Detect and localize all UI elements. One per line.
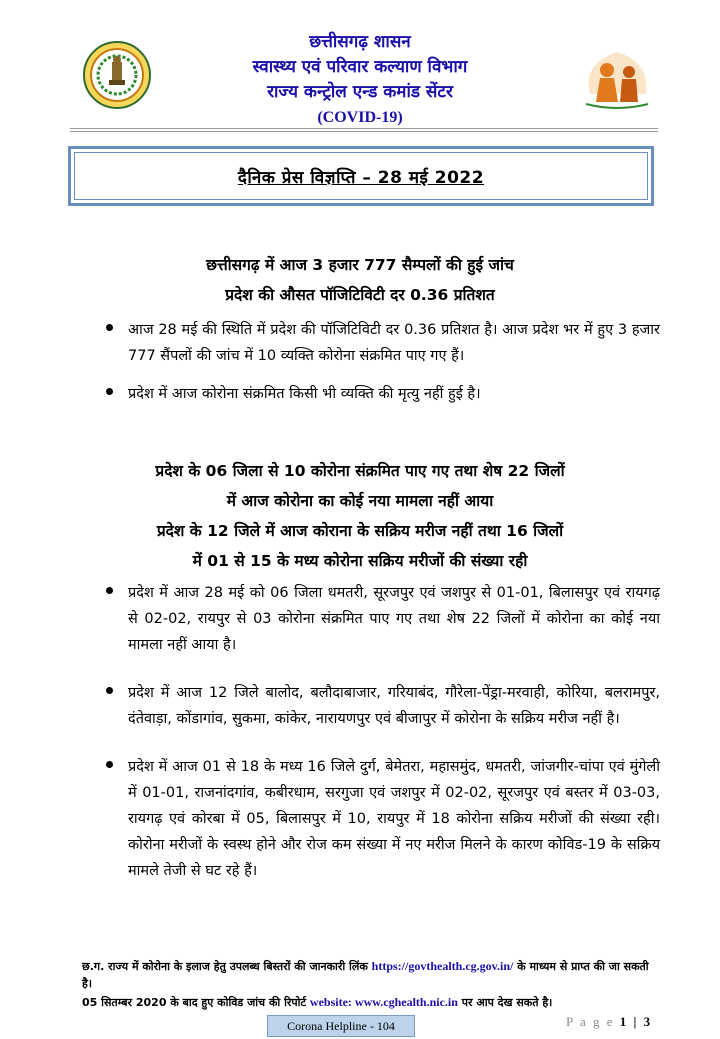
- bullet-icon: [106, 587, 113, 594]
- govt-name: छत्तीसगढ़ शासन: [309, 32, 411, 52]
- list-item: प्रदेश में आज 12 जिले बालोद, बलौदाबाजार, गरियाबंद, गौरेला-पेंड्रा-मरवाही, कोरिया, बलरामपुर, दंतेवाड़ा, कोंडागांव, सुकमा, कांकेर, नारायणपुर एवं बीजापुर में कोरोना के सक्रिय मरीज नहीं है।: [100, 680, 660, 732]
- chhattisgarh-emblem-icon: [82, 40, 152, 110]
- headline-active-cases: प्रदेश के 12 जिले में आज कोराना के सक्रिय मरीज नहीं तथा 16 जिलों में 01 से 15 के मध्य कोरोना सक्रिय मरीजों की संख्या रही: [156, 522, 564, 570]
- list-item: प्रदेश में आज कोरोना संक्रमित किसी भी व्यक्ति की मृत्यु नहीं हुई है।: [100, 381, 660, 407]
- covid-label: (COVID-19): [317, 109, 403, 126]
- list-item: आज 28 मई की स्थिति में प्रदेश की पॉजिटिविटी दर 0.36 प्रतिशत है। आज प्रदेश भर में हुए 3 हजार 777 सैंपलों की जांच में 10 व्यक्ति कोरोना संक्रमित पाए गए हैं।: [100, 317, 660, 369]
- list-item: प्रदेश में आज 01 से 18 के मध्य 16 जिले दुर्ग, बेमेतरा, महासमुंद, धमतरी, जांजगीर-चांपा एवं मुंगेली में 01-01, राजनांदगांव, कबीरधाम, सरगुजा एवं जशपुर में 02-02, सूरजपुर एवं बस्तर में 03-03, रायगढ़ एवं कोरबा में 05, बिलासपुर में 10, रायपुर में 18 कोरोना सक्रिय मरीजों की संख्या रही। कोरोना मरीजों के स्वस्थ होने और रोज कम संख्या में नए मरीज मिलने के कारण कोविड-19 के सक्रिय मामले तेजी से घट रहे हैं।: [100, 754, 660, 884]
- bullet-list-positivity: [100, 317, 660, 407]
- bullet-icon: [106, 324, 113, 331]
- page-title: दैनिक प्रेस विज्ञप्ति – 28 मई 2022: [237, 167, 485, 188]
- govthealth-link[interactable]: https://govthealth.cg.gov.in/: [371, 959, 514, 973]
- cghealth-link[interactable]: website: www.cghealth.nic.in: [309, 995, 458, 1009]
- letterhead: [0, 0, 720, 130]
- bullet-icon: [106, 761, 113, 768]
- title-box: [68, 146, 654, 206]
- letterhead-title: [170, 30, 550, 130]
- bullet-icon: [106, 388, 113, 395]
- department-name: स्वास्थ्य एवं परिवार कल्याण विभाग: [252, 57, 468, 77]
- bullet-list-districts: [100, 580, 660, 884]
- headline-samples: छत्तीसगढ़ में आज 3 हजार 777 सैम्पलों की हुई जांच प्रदेश की औसत पॉजिटिविटी दर 0.36 प्रतिशत: [206, 256, 514, 304]
- command-centre-name: राज्य कन्ट्रोल एन्ड कमांड सेंटर: [267, 82, 453, 102]
- swachh-bharat-logo-icon: [572, 42, 662, 118]
- bullet-icon: [106, 687, 113, 694]
- header-rule: [70, 131, 658, 132]
- footer-note-report: 05 सितम्बर 2020 के बाद हुए कोविड जांच की रिपोर्ट website: www.cghealth.nic.in पर आप देख सकते है।: [82, 995, 553, 1009]
- list-item: प्रदेश में आज 28 मई को 06 जिला धमतरी, सूरजपुर एवं जशपुर से 01-01, बिलासपुर एवं रायगढ़ से 02-02, रायपुर से 03 कोरोना संक्रमित पाए गए तथा शेष 22 जिलों में कोरोना का कोई नया मामला नहीं आया है।: [100, 580, 660, 658]
- page-number: P a g e 1 | 3: [566, 1014, 653, 1029]
- helpline-box: Corona Helpline - 104: [267, 1015, 415, 1037]
- footer-note-beds: छ.ग. राज्य में कोरोना के इलाज हेतु उपलब्ध बिस्तरों की जानकारी लिंक https://govthealth.cg.gov.in/ के माध्यम से प्राप्त की जा सकती है।: [82, 959, 649, 990]
- header-rule: [70, 128, 658, 129]
- headline-districts-new: प्रदेश के 06 जिला से 10 कोरोना संक्रमित पाए गए तथा शेष 22 जिलों में आज कोरोना का कोई नया मामला नहीं आया: [155, 462, 565, 510]
